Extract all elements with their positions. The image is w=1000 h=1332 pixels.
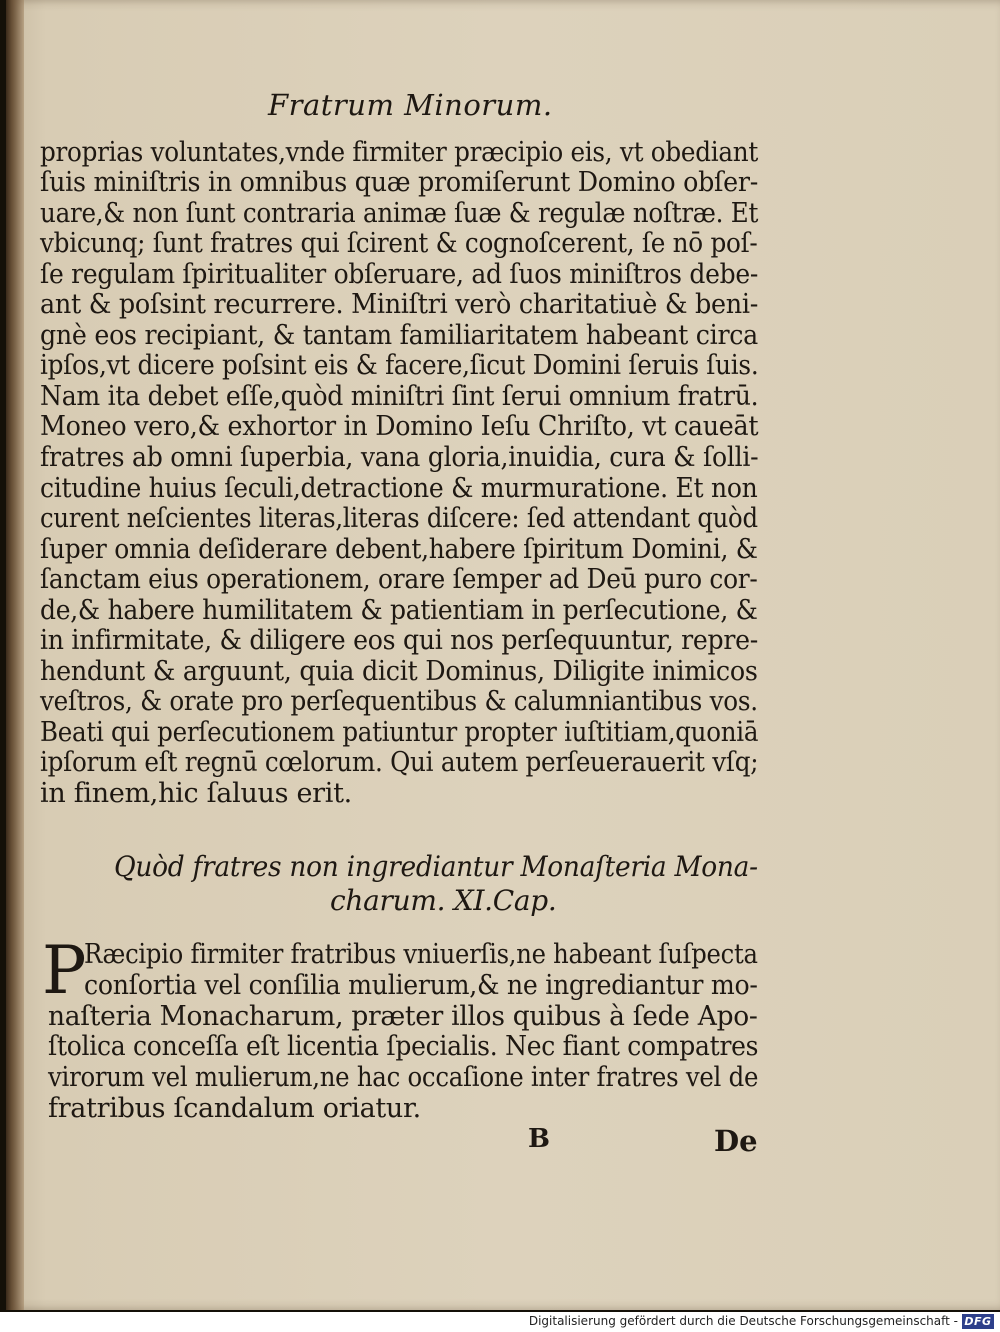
body-line: proprias voluntates,vnde firmiter præcipio eis, vt obediant: [40, 137, 759, 168]
body-line: ipſos,vt dicere poſsint eis & facere,ſicut Domini ſeruis ſuis.: [40, 350, 759, 381]
chapter-text-line: fratribus ſcandalum oriatur.: [48, 1093, 421, 1124]
body-line: ſuper omnia deſiderare debent,habere ſpiritum Domini, &: [40, 534, 758, 565]
catchword: De: [714, 1124, 758, 1158]
signature-mark: B: [528, 1124, 550, 1154]
chapter-text-line: naſteria Monacharum, præter illos quibus à ſede Apo-: [48, 1001, 758, 1032]
chapter-text-line: Ræcipio firmiter fratribus vniuerſis,ne habeant ſuſpecta: [84, 939, 758, 970]
body-line: vbicunq; ſunt fratres qui ſcirent & cognoſcerent, ſe nō poſ-: [40, 228, 758, 259]
chapter-heading-line-1: Quòd fratres non ingrediantur Monaſteria Mona-: [114, 850, 758, 883]
body-line: veſtros, & orate pro perſequentibus & calumniantibus vos.: [40, 686, 758, 717]
chapter-text-line: ſtolica conceſſa eſt licentia ſpecialis. Nec fiant compatres: [48, 1031, 759, 1062]
running-head: Fratrum Minorum.: [268, 88, 553, 122]
body-line: de,& habere humilitatem & patientiam in perſecutione, &: [40, 595, 758, 626]
page-binding-edge: [6, 0, 24, 1310]
drop-cap-initial: P: [42, 932, 87, 1009]
body-line: ipſorum eſt regnū cœlorum. Qui autem perſeuerauerit vſq;: [40, 747, 759, 778]
chapter-text-line: virorum vel mulierum,ne hac occaſione inter fratres vel de: [48, 1062, 759, 1093]
body-line: citudine huius ſeculi,detractione & murmuratione. Et non: [40, 473, 758, 504]
body-line: fratres ab omni ſuperbia, vana gloria,inuidia, cura & ſolli-: [40, 442, 759, 473]
body-line: in infirmitate, & diligere eos qui nos perſequuntur, repre-: [40, 625, 758, 656]
chapter-heading-line-2: charum. XI.Cap.: [330, 884, 557, 917]
chapter-text-line: conſortia vel conſilia mulierum,& ne ingrediantur mo-: [84, 970, 758, 1001]
body-line: Moneo vero,& exhortor in Domino Ieſu Chriſto, vt caueāt: [40, 411, 759, 442]
body-line: Beati qui perſecutionem patiuntur propter iuſtitiam,quoniā: [40, 717, 759, 748]
body-line: hendunt & arguunt, quia dicit Dominus, Diligite inimicos: [40, 656, 758, 687]
body-line: gnè eos recipiant, & tantam familiaritatem habeant circa: [40, 320, 758, 351]
body-line: ſe regulam ſpiritualiter obſeruare, ad ſuos miniſtros debe-: [40, 259, 759, 290]
dfg-logo: DFG: [962, 1314, 994, 1329]
body-line: uare,& non ſunt contraria animæ ſuæ & regulæ noſtræ. Et: [40, 198, 759, 229]
body-line: ant & poſsint recurrere. Miniſtri verò charitatiuè & beni-: [40, 289, 759, 320]
footer-credit: Digitalisierung gefördert durch die Deutsche Forschungsgemeinschaft -: [528, 1314, 958, 1328]
body-line: Nam ita debet eſſe,quòd miniſtri ſint ſerui omnium fratrū.: [40, 381, 759, 412]
body-line: in finem,hic ſaluus erit.: [40, 778, 352, 809]
body-line: curent neſcientes literas,literas diſcere: ſed attendant quòd: [40, 503, 758, 534]
body-line: ſuis miniſtris in omnibus quæ promiſerunt Domino obſer-: [40, 167, 758, 198]
body-line: ſanctam eius operationem, orare ſemper ad Deū puro cor-: [40, 564, 758, 595]
book-page: [6, 0, 1000, 1310]
